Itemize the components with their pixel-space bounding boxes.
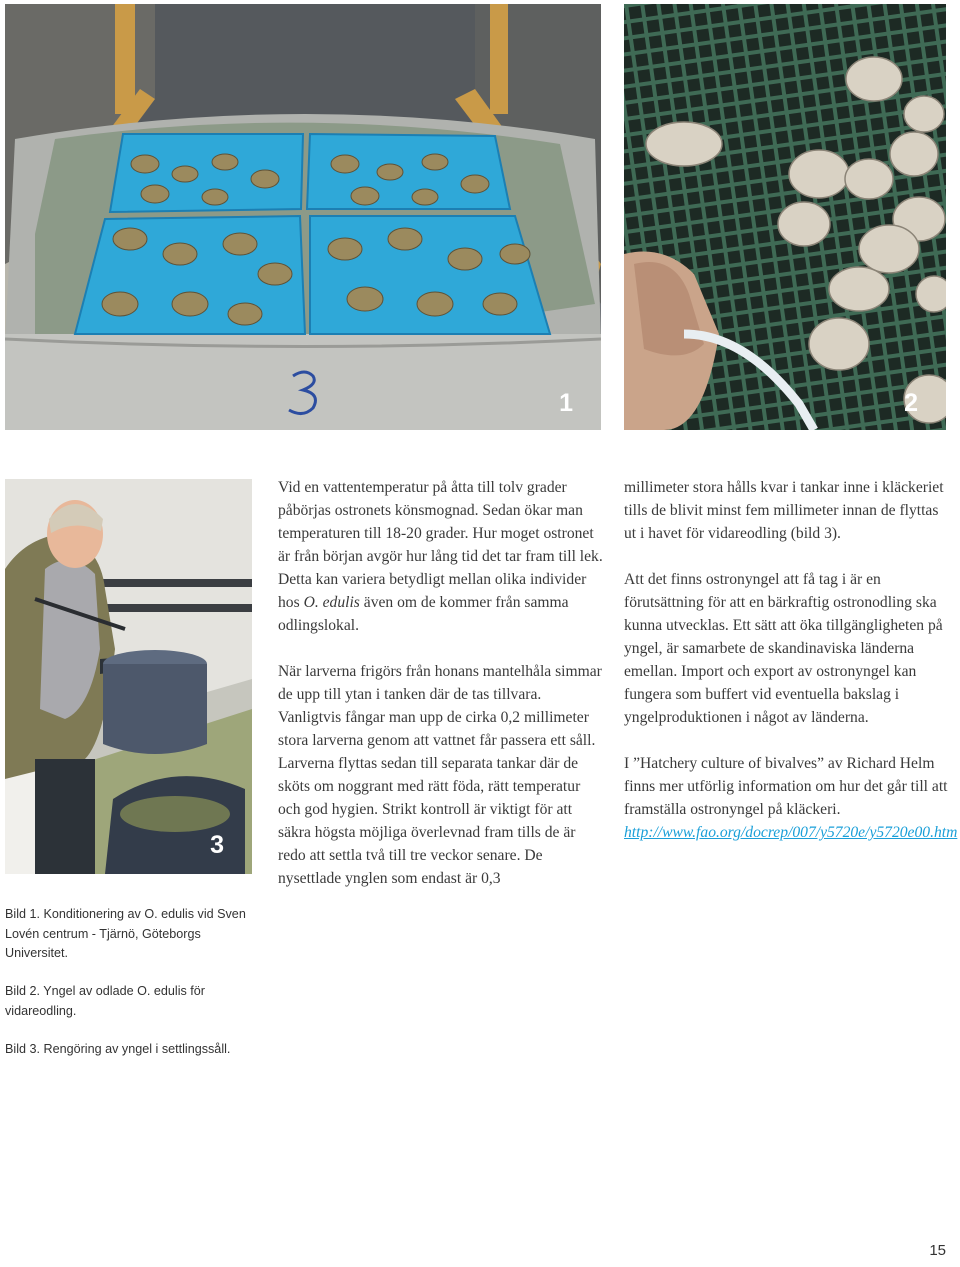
photo-number-2: 2 xyxy=(904,389,918,417)
caption-bild-3: Bild 3. Rengöring av yngel i settlingssåll. xyxy=(5,1042,231,1056)
photo-oyster-tank xyxy=(5,4,601,430)
text-column-right xyxy=(624,476,958,844)
paragraph-reference xyxy=(624,752,958,844)
page-number: 15 xyxy=(929,1242,946,1259)
text-maturation-a: Vid en vattentemperatur på åtta till tolv grader påbörjas ostronets könsmognad. Sedan ökar man temperaturen till 18-20 grader. Hur moget ostronet är från början avgör hur lång tid det tar fram till lek. Detta kan variera betydligt mellan olika individer hos xyxy=(278,479,603,611)
photo-number-3: 3 xyxy=(210,831,224,859)
fao-link[interactable]: http://www.fao.org/docrep/007/y5720e/y5720e00.htm xyxy=(624,824,958,841)
caption-bild-1: Bild 1. Konditionering av O. edulis vid Sven Lovén centrum - Tjärnö, Göteborgs Universitet. xyxy=(5,907,246,960)
reference-text: I ”Hatchery culture of bivalves” av Richard Helm finns mer utförlig information om hur det går till att framställa ostronyngel på kläckeri. xyxy=(624,755,948,818)
text-maturation-b: även om de kommer från samma odlingslokal. xyxy=(278,594,569,634)
caption-bild-2: Bild 2. Yngel av odlade O. edulis för vidareodling. xyxy=(5,984,205,1018)
photo-number-1: 1 xyxy=(559,389,573,417)
paragraph-maturation xyxy=(278,476,603,637)
photo-cleaning-spat xyxy=(5,479,252,874)
paragraph-cooperation: Att det finns ostronyngel att få tag i är en förutsättning för att en bärkraftig ostronodling ska kunna utvecklas. Ett sätt att öka tillgängligheten på yngel, är samarbete de skandinaviska länderna emellan. Import och export av ostronyngel kan fungera som buffert vid eventuella bakslag i yngelproduktionen i något av länderna. xyxy=(624,571,943,726)
species-name: O. edulis xyxy=(303,594,360,611)
paragraph-larvae: När larverna frigörs från honans mantelhåla simmar de upp till ytan i tanken där de tas tillvara. Vanligtvis fångar man upp de cirka 0,2 millimeter stora larverna genom att vattnet får passera ett såll. Larverna flyttas sedan till separata tankar där de sköts om noggrant med rätt föda, rätt temperatur och god hygien. Strikt kontroll är viktigt för att säkra högsta möjliga överlevnad fram tills de är redo att settla två till tre veckor senare. De nysettlade ynglen som endast är 0,3 xyxy=(278,663,602,887)
photo-oyster-spat xyxy=(624,4,946,430)
text-column-middle xyxy=(278,476,603,890)
paragraph-spat-size: millimeter stora hålls kvar i tankar inne i kläckeriet tills de blivit minst fem millimeter innan de flyttas ut i havet för vidareodling (bild 3). xyxy=(624,479,944,542)
